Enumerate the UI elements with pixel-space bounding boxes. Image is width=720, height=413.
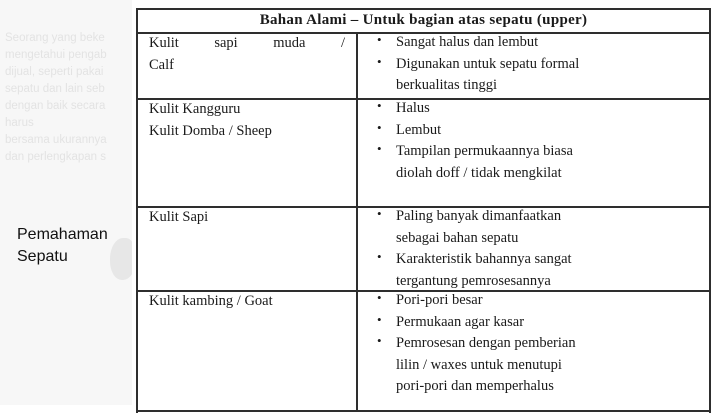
bullet-icon: • [377,249,382,264]
property-text: diolah doff / tidak mengkilat [396,164,562,181]
material-word: / [340,35,345,51]
property-text: pori-pori dan memperhalus [396,378,554,394]
table-header: Bahan Alami – Untuk bagian atas sepatu (upper) [138,10,709,34]
material-cell [138,98,358,206]
property-text: berkualitas tinggi [396,77,498,93]
faded-line: harus [5,117,34,129]
material-name-line: Calf [149,57,174,73]
bullet-icon: • [377,141,382,156]
material-cell [138,290,358,410]
property-text: sebagai bahan sepatu [396,229,519,246]
property-item [360,312,709,334]
faded-background-text [5,30,132,166]
material-cell [138,206,358,290]
property-text: Pemrosesan dengan pemberian [396,335,576,351]
property-item [360,290,709,312]
property-text: Sangat halus dan lembut [396,34,539,50]
bullet-icon: • [377,32,382,47]
bullet-icon: • [377,206,382,221]
material-name-line: Kulit kambing / Goat [149,293,273,309]
property-item [360,54,709,97]
material-word: Kulit [149,35,179,51]
bullet-icon: • [377,311,382,327]
material-word: muda [273,35,306,51]
property-text: Lembut [396,121,442,138]
property-text: Pori-pori besar [396,292,483,308]
property-text: Permukaan agar kasar [396,313,525,330]
property-item [360,141,709,184]
property-item [360,333,709,398]
left-panel [0,0,132,405]
table-row [138,290,709,412]
table-row [138,98,709,208]
property-text: Karakteristik bahannya sangat [396,251,572,267]
property-item [360,120,709,142]
property-cell [360,290,709,398]
property-cell [360,206,709,292]
bullet-icon: • [377,119,382,135]
material-name-line: Kulit Kangguru [149,101,241,117]
faded-line: dengan baik secara [5,100,106,112]
property-text: tergantung pemrosesannya [396,272,551,289]
property-text: lilin / waxes untuk menutupi [396,356,562,373]
property-item [360,249,709,292]
bullet-icon: • [377,53,382,69]
faded-line: Seorang yang beke [5,32,105,44]
table-row [138,206,709,292]
slide-title [17,224,108,268]
material-table [136,8,711,413]
property-text: Digunakan untuk sepatu formal [396,55,580,72]
table-row [138,32,709,100]
property-item [360,32,709,54]
property-text: Paling banyak dimanfaatkan [396,208,562,224]
property-cell [360,98,709,184]
slide-title-line-1: Pemahaman [17,226,108,243]
faded-line: dijual, seperti pakai [5,66,104,78]
faded-line: dan perlengkapan s [5,151,107,163]
material-name-line: Kulit Domba / Sheep [149,123,272,139]
material-name-line [149,32,345,54]
faded-line: mengetahui pengab [5,49,107,61]
decorative-shape [110,238,132,280]
property-text: Tampilan permukaannya biasa [396,143,573,159]
bullet-icon: • [377,98,382,113]
property-cell [360,32,709,97]
property-item [360,206,709,249]
bullet-icon: • [377,333,382,348]
material-cell [138,32,358,98]
faded-line: sepatu dan lain seb [5,83,105,95]
material-word: sapi [214,35,238,51]
material-name-line: Kulit Sapi [149,209,209,225]
property-item [360,98,709,120]
bullet-icon: • [377,290,382,305]
faded-line: bersama ukurannya [5,134,107,146]
property-text: Halus [396,100,430,116]
slide-title-line-2: Sepatu [17,248,68,265]
